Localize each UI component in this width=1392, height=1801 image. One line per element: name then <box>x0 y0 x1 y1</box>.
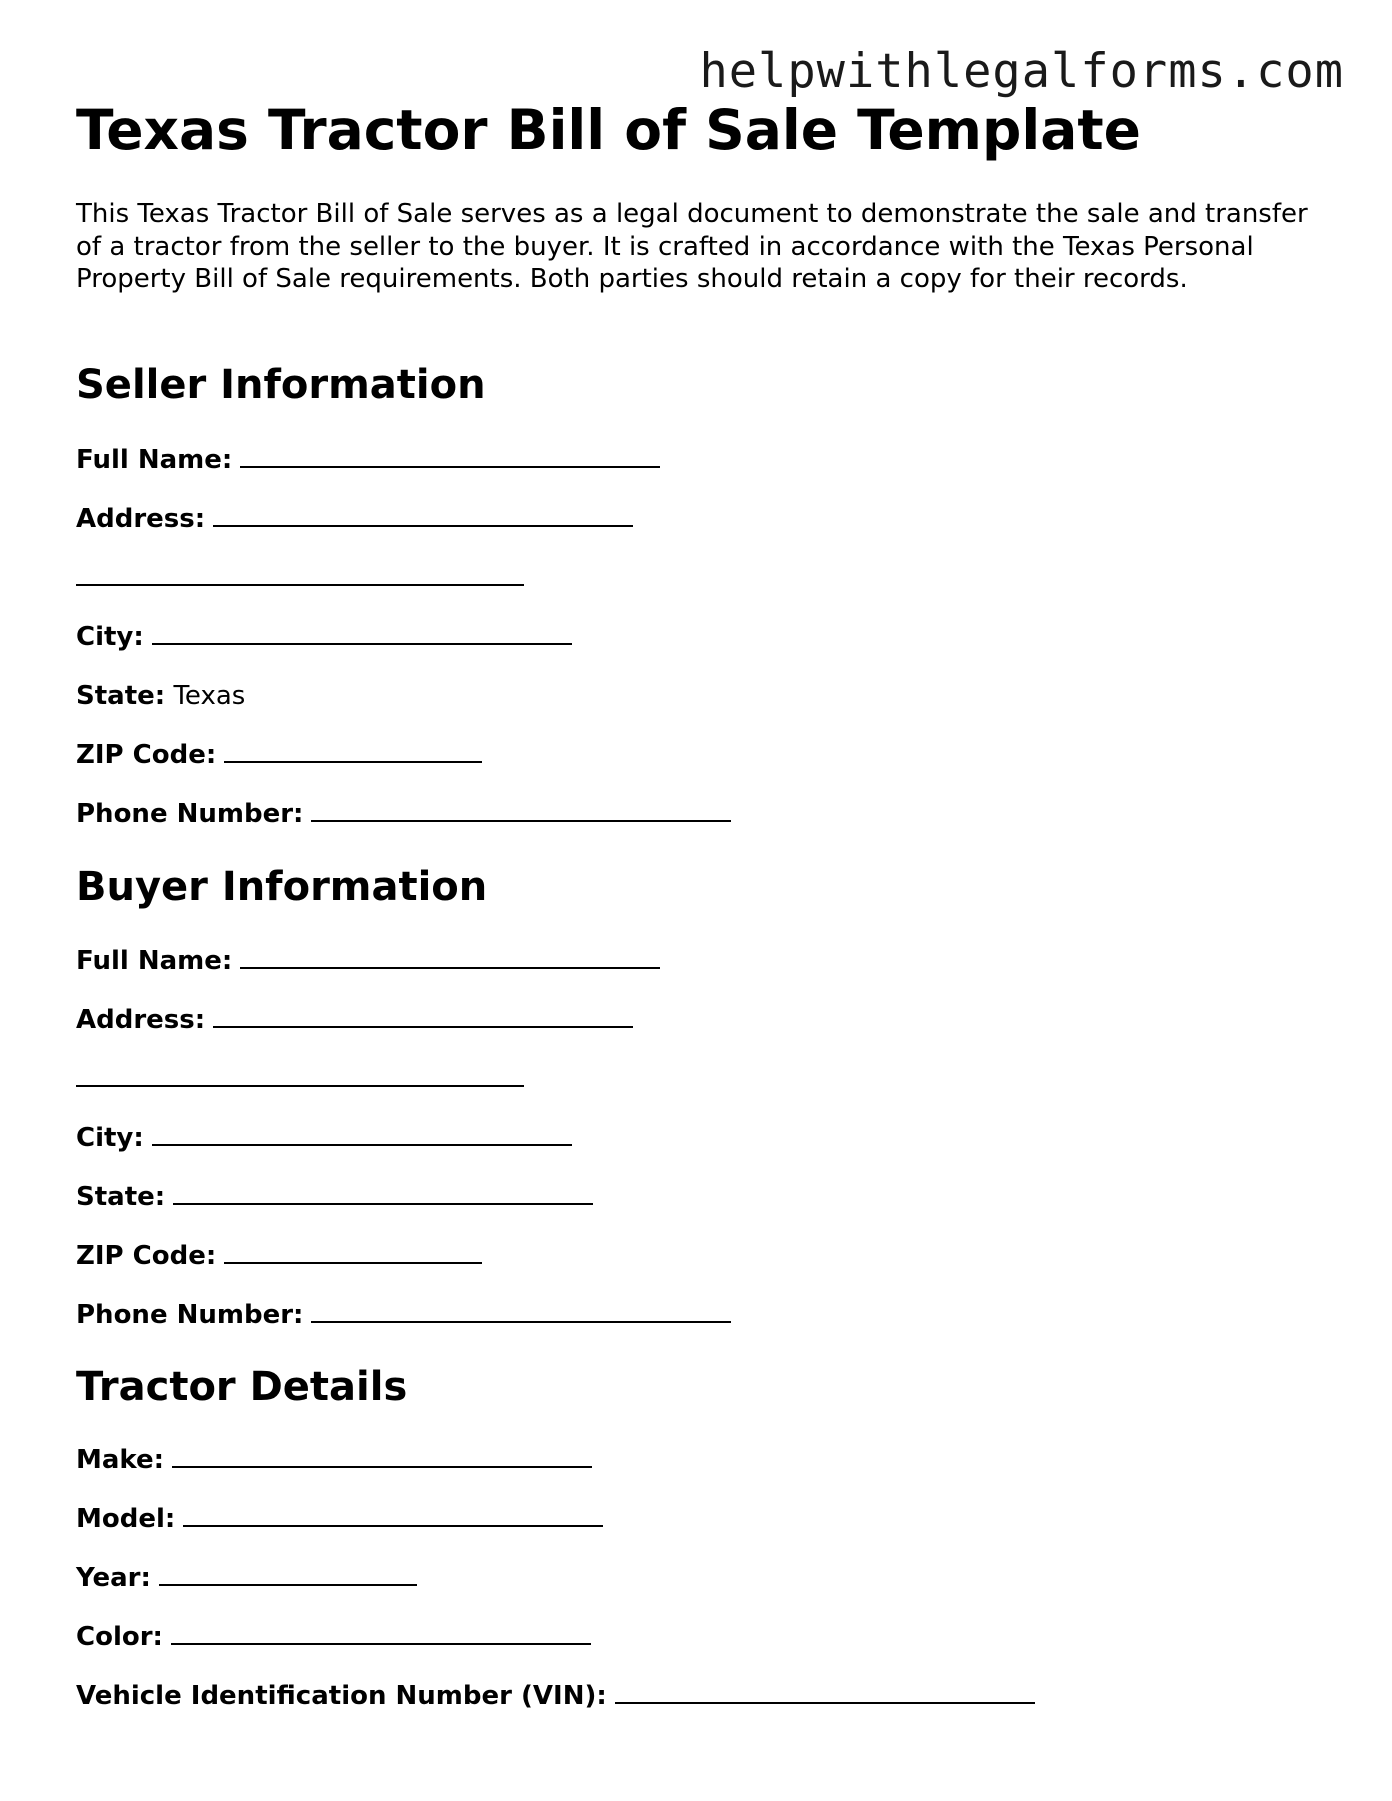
tractor-year-blank[interactable] <box>159 1562 417 1586</box>
tractor-color-field <box>76 1620 591 1654</box>
buyer-section-heading: Buyer Information <box>76 864 488 910</box>
seller-full-name-field <box>76 443 660 477</box>
buyer-state-blank[interactable] <box>173 1181 593 1205</box>
buyer-address-blank[interactable] <box>213 1004 633 1028</box>
tractor-model-field <box>76 1502 603 1536</box>
tractor-vin-blank[interactable] <box>615 1680 1035 1704</box>
buyer-city-blank[interactable] <box>152 1122 572 1146</box>
buyer-full-name-blank[interactable] <box>240 945 660 969</box>
seller-address-label: Address: <box>76 504 206 534</box>
buyer-address-line2-blank[interactable] <box>76 1063 524 1087</box>
seller-city-label: City: <box>76 622 144 652</box>
intro-paragraph: This Texas Tractor Bill of Sale serves as a legal document to demonstrate the sale and transfer of a tractor from the seller to the buyer. It is crafted in accordance with the Texas Personal Property Bill of Sale requirements. Both parties should retain a copy for their records. <box>76 199 1308 294</box>
site-watermark: helpwithlegalforms.com <box>699 44 1344 99</box>
buyer-city-label: City: <box>76 1123 144 1153</box>
seller-section-heading: Seller Information <box>76 362 486 408</box>
buyer-full-name-label: Full Name: <box>76 946 233 976</box>
seller-address-blank[interactable] <box>213 503 633 527</box>
seller-phone-label: Phone Number: <box>76 799 304 829</box>
seller-zip-field <box>76 738 482 772</box>
buyer-address-field <box>76 1003 633 1037</box>
seller-city-blank[interactable] <box>152 621 572 645</box>
buyer-city-field <box>76 1121 572 1155</box>
tractor-color-blank[interactable] <box>171 1621 591 1645</box>
tractor-vin-label: Vehicle Identification Number (VIN): <box>76 1681 607 1711</box>
seller-address-line2-blank[interactable] <box>76 562 524 586</box>
tractor-color-label: Color: <box>76 1622 163 1652</box>
tractor-make-field <box>76 1443 592 1477</box>
seller-phone-field <box>76 797 731 831</box>
tractor-vin-field <box>76 1679 1035 1713</box>
buyer-phone-label: Phone Number: <box>76 1300 304 1330</box>
seller-state-field <box>76 679 245 713</box>
seller-address-field <box>76 502 633 536</box>
page-title: Texas Tractor Bill of Sale Template <box>76 98 1141 162</box>
tractor-year-field <box>76 1561 417 1595</box>
buyer-zip-field <box>76 1239 482 1273</box>
seller-full-name-blank[interactable] <box>240 444 660 468</box>
seller-state-label: State: <box>76 681 166 711</box>
tractor-year-label: Year: <box>76 1563 151 1593</box>
buyer-address-line2-field <box>76 1062 524 1096</box>
seller-state-value: Texas <box>173 681 246 711</box>
buyer-phone-blank[interactable] <box>311 1299 731 1323</box>
tractor-model-label: Model: <box>76 1504 176 1534</box>
buyer-phone-field <box>76 1298 731 1332</box>
buyer-state-label: State: <box>76 1182 166 1212</box>
tractor-make-blank[interactable] <box>172 1444 592 1468</box>
buyer-zip-label: ZIP Code: <box>76 1241 217 1271</box>
seller-address-line2-field <box>76 561 524 595</box>
buyer-zip-blank[interactable] <box>224 1240 482 1264</box>
seller-zip-blank[interactable] <box>224 739 482 763</box>
seller-full-name-label: Full Name: <box>76 445 233 475</box>
seller-zip-label: ZIP Code: <box>76 740 217 770</box>
buyer-full-name-field <box>76 944 660 978</box>
tractor-model-blank[interactable] <box>183 1503 603 1527</box>
seller-city-field <box>76 620 572 654</box>
tractor-make-label: Make: <box>76 1445 165 1475</box>
seller-phone-blank[interactable] <box>311 798 731 822</box>
tractor-section-heading: Tractor Details <box>76 1364 408 1410</box>
buyer-state-field <box>76 1180 593 1214</box>
buyer-address-label: Address: <box>76 1005 206 1035</box>
